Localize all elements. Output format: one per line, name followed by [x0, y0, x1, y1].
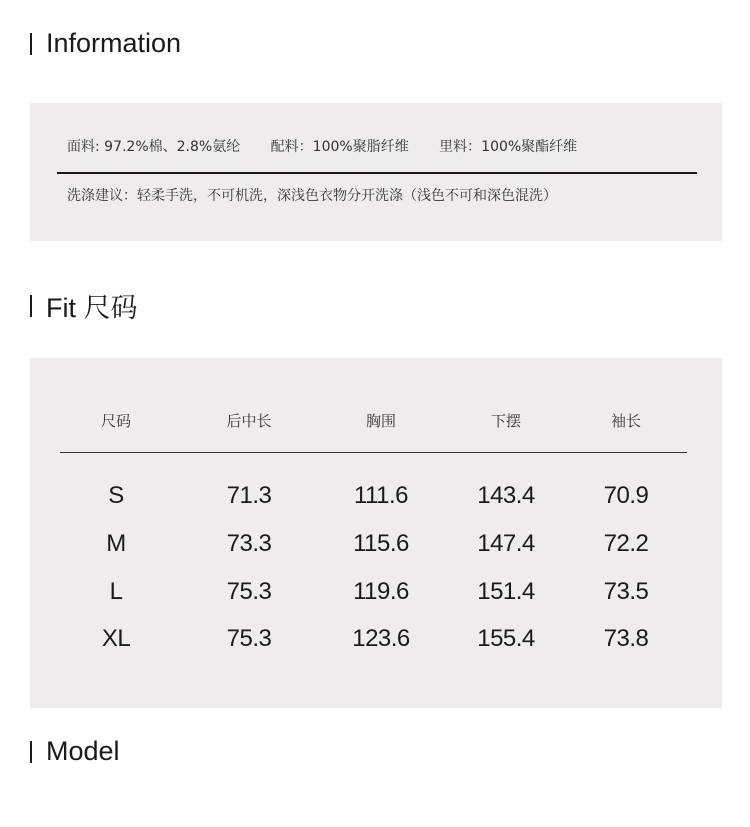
cell-chest: 123.6 — [352, 625, 410, 652]
cell-hem: 143.4 — [477, 482, 535, 509]
cell-chest: 115.6 — [353, 530, 409, 557]
lining-text: 里料：100%聚酯纤维 — [439, 139, 578, 155]
information-heading — [30, 28, 181, 59]
fabric-text: 面料: 97.2%棉、2.8%氨纶 — [67, 139, 241, 155]
cell-sleeve: 70.9 — [603, 482, 649, 509]
cell-sleeve: 73.8 — [603, 625, 649, 652]
model-title: Model — [46, 736, 120, 766]
cell-hem: 151.4 — [477, 578, 535, 605]
cell-size: M — [106, 530, 126, 557]
cell-size: XL — [101, 625, 131, 652]
header-size: 尺码 — [100, 412, 132, 430]
cell-length: 75.3 — [226, 625, 272, 652]
header-chest: 胸围 — [365, 412, 397, 430]
heading-bar — [30, 295, 32, 317]
cell-hem: 147.4 — [477, 530, 535, 557]
information-title: Information — [46, 28, 182, 58]
heading-bar — [30, 741, 32, 763]
accessory-text: 配料：100%聚脂纤维 — [270, 139, 409, 155]
fit-title: Fit 尺码 — [46, 293, 138, 323]
care-text: 洗涤建议：轻柔手洗，不可机洗，深浅色衣物分开洗涤（浅色不可和深色混洗） — [67, 188, 557, 204]
cell-length: 75.3 — [226, 578, 272, 605]
size-table — [30, 358, 722, 708]
header-length: 后中长 — [226, 412, 272, 430]
info-divider — [57, 172, 697, 174]
cell-sleeve: 73.5 — [603, 578, 649, 605]
cell-sleeve: 72.2 — [603, 530, 649, 557]
cell-chest: 111.6 — [354, 482, 408, 509]
cell-chest: 119.6 — [353, 578, 409, 605]
model-heading — [30, 736, 120, 767]
cell-hem: 155.4 — [477, 625, 535, 652]
material-row — [67, 136, 603, 156]
table-divider — [60, 452, 687, 453]
cell-length: 73.3 — [226, 530, 272, 557]
header-hem: 下摆 — [490, 412, 522, 430]
cell-length: 71.3 — [226, 482, 272, 509]
fit-heading — [30, 286, 138, 325]
information-panel — [30, 103, 722, 241]
heading-bar — [30, 33, 32, 55]
cell-size: S — [108, 482, 124, 509]
cell-size: L — [109, 578, 123, 605]
header-sleeve: 袖长 — [610, 412, 642, 430]
